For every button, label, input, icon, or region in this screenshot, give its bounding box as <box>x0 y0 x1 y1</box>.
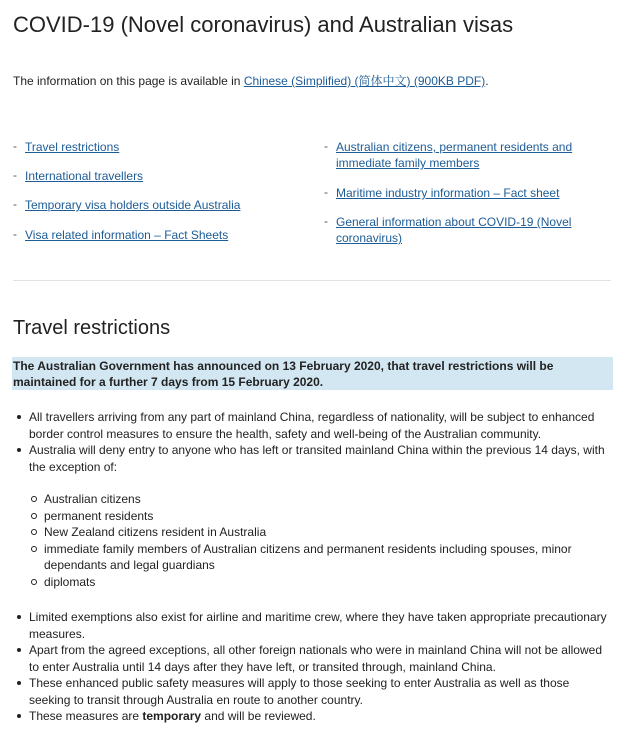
quick-link-item: - General information about COVID-19 (Novel coronavirus) <box>324 214 572 245</box>
circle-bullet-icon <box>31 579 37 585</box>
page-title: COVID-19 (Novel coronavirus) and Australian visas <box>13 12 514 37</box>
quick-link-item: - Maritime industry information – Fact sheet <box>324 185 560 200</box>
travel-restrictions-heading: Travel restrictions <box>13 317 171 339</box>
travel-restrictions-link[interactable]: Travel restrictions <box>25 140 120 154</box>
chinese-pdf-link[interactable]: Chinese (Simplified) (简体中文) (900KB PDF) <box>243 74 486 88</box>
quick-link-item: - International travellers <box>13 168 144 183</box>
intro-label: The information on this page is available in <box>13 74 244 88</box>
intro-period: . <box>485 74 489 88</box>
list-item: These measures are temporary and will be reviewed. <box>13 708 611 725</box>
section-divider <box>13 280 611 281</box>
circle-bullet-icon <box>31 513 37 519</box>
general-covid-info-link[interactable]: General information about COVID-19 (Novel coronavirus) <box>336 215 572 245</box>
citizens-residents-link[interactable]: Australian citizens, permanent residents and immediate family members <box>336 140 573 170</box>
announcement-notice: The Australian Government has announced on 13 February 2020, that travel restrictions will be maintained for a further 7 days from 15 February 2020. <box>12 357 613 390</box>
list-item: Apart from the agreed exceptions, all other foreign nationals who were in mainland China will not be allowed to enter Australia until 14 days after they have left, or transited through, mainland China. <box>13 642 611 675</box>
circle-bullet-icon <box>31 546 37 552</box>
intro-text <box>13 72 489 89</box>
quick-links-left <box>13 139 293 243</box>
maritime-fact-sheet-link[interactable]: Maritime industry information – Fact sheet <box>336 186 560 200</box>
international-travellers-link[interactable]: International travellers <box>25 169 144 183</box>
list-item: permanent residents <box>29 508 609 525</box>
list-item: Australia will deny entry to anyone who has left or transited mainland China within the previous 14 days, with the exception of: <box>13 442 611 475</box>
list-item: immediate family members of Australian citizens and permanent residents including spouses, minor dependants and legal guardians <box>29 541 609 574</box>
list-item: Limited exemptions also exist for airline and maritime crew, where they have taken appropriate precautionary measures. <box>13 609 611 642</box>
temporary-visa-holders-link[interactable]: Temporary visa holders outside Australia <box>25 198 241 212</box>
temporary-emphasis: temporary <box>142 709 202 723</box>
quick-link-item: - Travel restrictions <box>13 139 120 154</box>
quick-link-item: - Visa related information – Fact Sheets <box>13 227 229 242</box>
quick-links-right <box>324 139 594 246</box>
restrictions-list-top <box>13 409 611 475</box>
list-item: All travellers arriving from any part of mainland China, regardless of nationality, will be subject to enhanced border control measures to ensure the health, safety and well-being of the Australian community. <box>13 409 611 442</box>
list-item: New Zealand citizens resident in Australia <box>29 524 609 541</box>
quick-link-item: - Australian citizens, permanent residents and immediate family members <box>324 139 573 170</box>
bullet-icon <box>17 714 21 718</box>
circle-bullet-icon <box>31 496 37 502</box>
list-item: These enhanced public safety measures will apply to those seeking to enter Australia as well as those seeking to transit through Australia en route to another country. <box>13 675 611 708</box>
exceptions-list <box>29 491 609 591</box>
restrictions-list-bottom <box>13 609 611 725</box>
visa-fact-sheets-link[interactable]: Visa related information – Fact Sheets <box>25 228 229 242</box>
bullet-icon <box>17 648 21 652</box>
bullet-icon <box>17 415 21 419</box>
list-item: diplomats <box>29 574 609 591</box>
list-item: Australian citizens <box>29 491 609 508</box>
circle-bullet-icon <box>31 529 37 535</box>
bullet-icon <box>17 681 21 685</box>
bullet-icon <box>17 448 21 452</box>
bullet-icon <box>17 615 21 619</box>
quick-link-item: - Temporary visa holders outside Australia <box>13 197 241 212</box>
